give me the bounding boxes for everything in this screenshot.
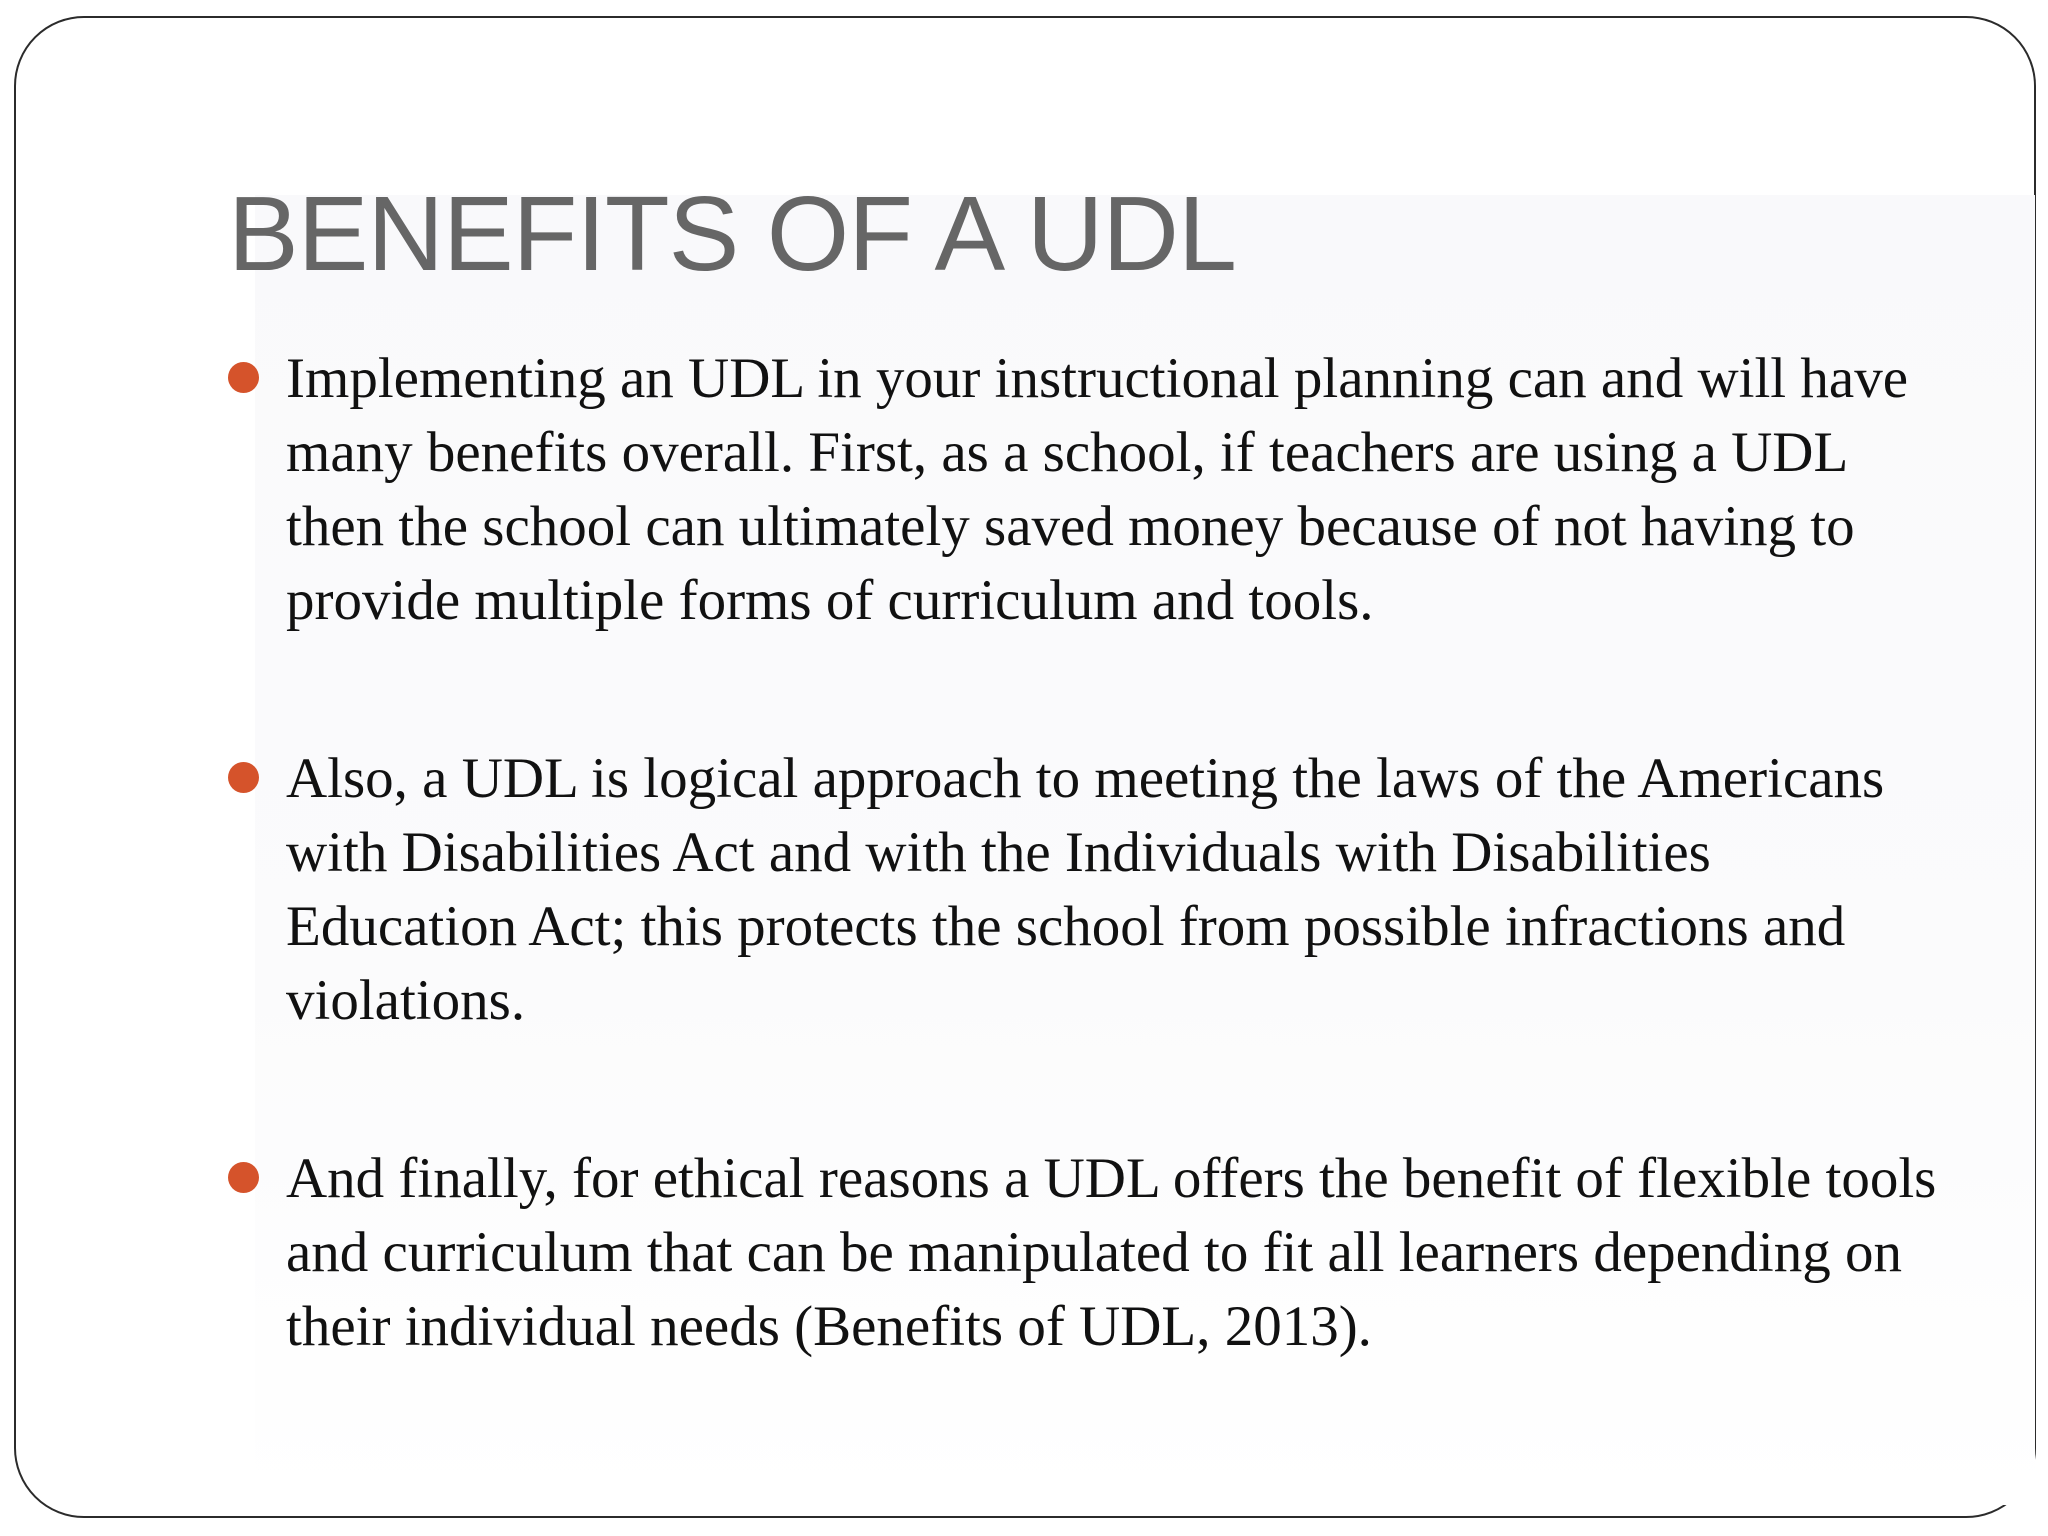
bullet-item [228,1142,1938,1364]
bullet-dot-icon [228,762,259,793]
bullet-dot-icon [228,1162,259,1193]
bullet-text: And finally, for ethical reasons a UDL offers the benefit of flexible tools and curriculum that can be manipulated to fit all learners depending on their individual needs (Benefits of UDL, 2013). [286,1147,1937,1358]
bullet-item [228,742,1938,1038]
bullet-text: Also, a UDL is logical approach to meeting the laws of the Americans with Disabilities Act and with the Individuals with Disabilities Education Act; this protects the school from possible infractions and violations. [286,747,1885,1032]
bullet-dot-icon [228,362,259,393]
bullet-list [228,342,1938,1468]
bullet-item [228,342,1938,638]
bullet-text: Implementing an UDL in your instructional planning can and will have many benefits overall. First, as a school, if teachers are using a UDL then the school can ultimately saved money because of not having to provide multiple forms of curriculum and tools. [286,347,1908,632]
slide-title: BENEFITS OF A UDL [228,175,1236,293]
